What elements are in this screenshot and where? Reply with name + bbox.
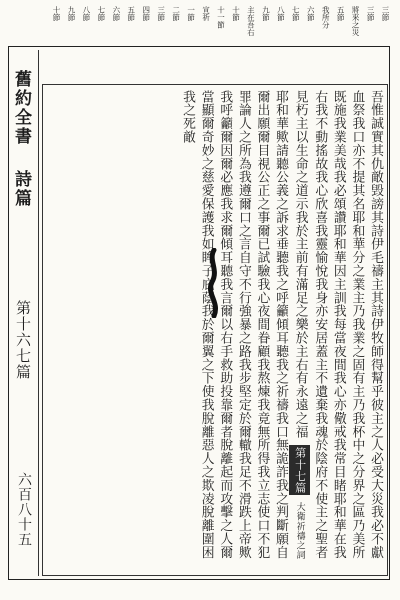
header-column: 十節 [52, 6, 61, 21]
header-column: 三節 [156, 6, 166, 21]
header-column: 五節 [336, 6, 346, 21]
header-column: 八節 [276, 6, 286, 21]
header-column: 主在吾右 [246, 6, 256, 36]
header-column: 我所分 [321, 6, 331, 29]
chapter-intro: 大衛祈禱之詞 [294, 502, 305, 560]
main-text-column [46, 90, 384, 570]
ink-smudge-mark [204, 248, 224, 318]
header-column: 將來之災 [351, 6, 361, 36]
header-column: 七節 [96, 6, 106, 21]
header-column: 三節 [366, 6, 376, 21]
header-column: 七節 [291, 6, 301, 21]
header-column: 二節 [171, 6, 181, 21]
header-column: 六節 [111, 6, 121, 21]
header-column: 一節 [186, 6, 196, 21]
header-column: 三節 [381, 6, 391, 21]
book-title: 舊約全書 [11, 70, 31, 146]
header-column: 宣祈 [201, 6, 211, 21]
header-column: 九節 [261, 6, 271, 21]
chapter-badge: 第十七篇 [289, 445, 310, 495]
header-column: 十節 [231, 6, 241, 21]
sidebar-divider [38, 50, 39, 576]
header-column: 四節 [141, 6, 151, 21]
chapter-label: 第十六七篇 [14, 300, 32, 380]
verse-header-strip [44, 6, 391, 46]
header-column: 六節 [306, 6, 316, 21]
chapter16-tail-text: 吾惟誠實其仇敵毁謗其詩伊毛禱主其詩伊牧師得幫乎彼主之人必受大災我必不獻血祭我口亦不提其名耶和華分之業主乃我業之固有主乃我杯中之分界之區乃美所既施我業美哉我必頌讚耶和華因主訓我每當夜間我心亦儆戒我常目睹耶和華在我右我不動搖故我心欣喜我靈愉悅我身亦安居蓋主不遺棄我魂於陰府不使主之聖者見朽主以生命之道示我於主前有滿足之樂於主右有永遠之福 [292, 90, 383, 559]
page-number: 六百八十五 [16, 472, 32, 547]
header-column: 九節 [66, 6, 76, 21]
book-name: 詩篇 [11, 170, 31, 208]
header-column: 五節 [126, 6, 136, 21]
header-column: 十一節 [216, 6, 226, 29]
header-column: 八節 [81, 6, 91, 21]
chapter17-text: 耶和華歟請聽公義之訴求垂聽我之呼籲傾耳聽我之祈禱我口無詭詐我之判斷願自爾出願爾目視公正之事爾已試驗我心夜間眷顧我熬煉我竟無所得我立志使口不犯罪論人之所為我遵爾口之言自守不行強暴之路我步堅定於爾轍我足不滑跌上帝歟我呼籲爾因爾必應我求爾傾耳聽我言爾以右手救助投靠爾者脫離起而攻擊之人爾當顯爾奇妙之慈愛保護我如眸子庇蔭我於爾翼之下使我脫離惡人之欺凌脫離圍困我之死敵 [180, 90, 289, 559]
